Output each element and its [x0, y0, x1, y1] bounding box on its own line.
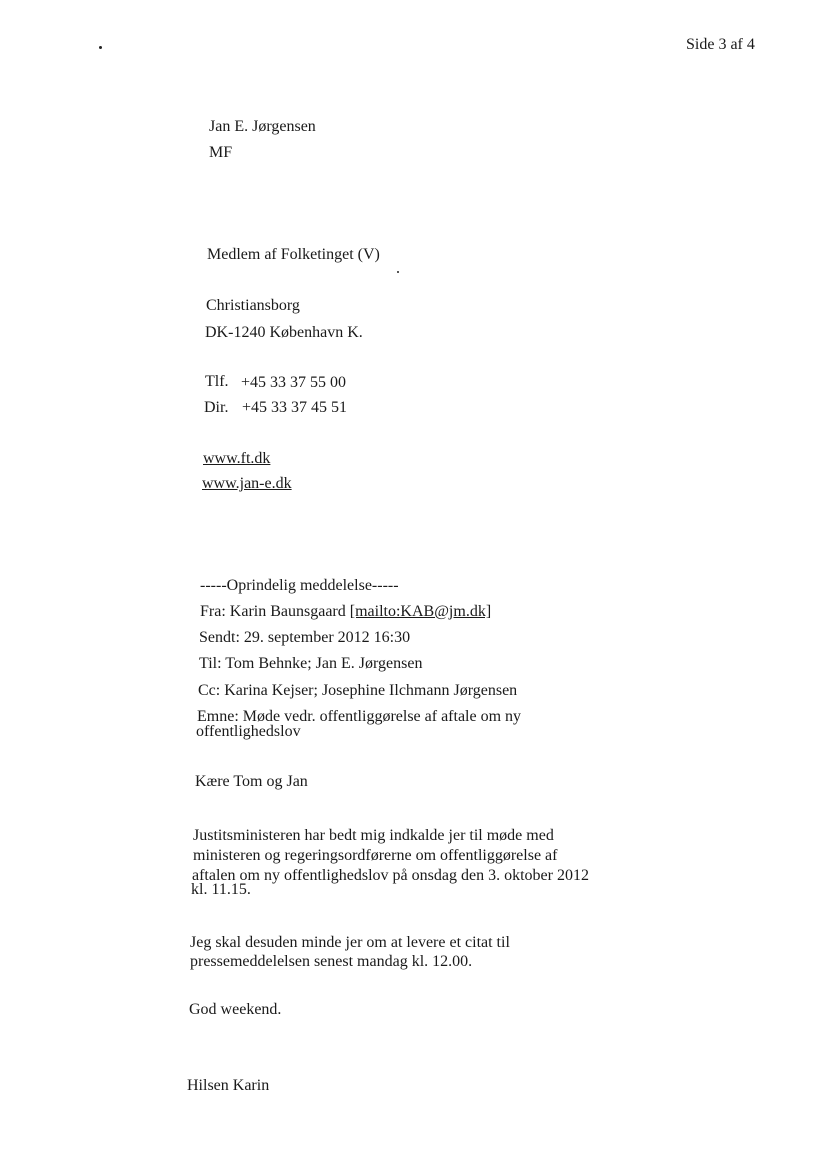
signature-role: Medlem af Folketinget (V) [207, 246, 380, 263]
from-email-link[interactable]: [mailto:KAB@jm.dk] [349, 603, 492, 620]
direct-label: Dir. [204, 399, 229, 416]
direct-value: +45 33 37 45 51 [242, 399, 348, 416]
paragraph-1-line-3: aftalen om ny offentlighedslov på onsdag den 3. oktober 2012 [192, 867, 589, 884]
closing: God weekend. [189, 1001, 282, 1018]
subject-line-2: offentlighedslov [196, 723, 301, 740]
paragraph-2-line-1: Jeg skal desuden minde jer om at levere et citat til [190, 934, 510, 951]
from-label: Fra: [200, 603, 226, 620]
website-link-2[interactable]: www.jan-e.dk [202, 475, 292, 492]
signoff: Hilsen Karin [187, 1077, 270, 1094]
website-link-1[interactable]: www.ft.dk [203, 450, 271, 467]
paragraph-1-line-2: ministeren og regeringsordførerne om offentliggørelse af [193, 847, 558, 864]
cc-line: Cc: Karina Kejser; Josephine Ilchmann Jørgensen [198, 682, 518, 699]
from-line [200, 602, 491, 621]
phone-value: +45 33 37 55 00 [241, 374, 347, 391]
address-line-2: DK-1240 København K. [205, 324, 363, 341]
original-message-separator: -----Oprindelig meddelelse----- [200, 577, 399, 594]
to-line: Til: Tom Behnke; Jan E. Jørgensen [199, 655, 423, 672]
scan-speck [397, 271, 399, 273]
page-number: Side 3 af 4 [686, 36, 755, 53]
signature-title: MF [209, 144, 233, 161]
phone-label: Tlf. [205, 373, 229, 390]
paragraph-2-line-2: pressemeddelelsen senest mandag kl. 12.00. [190, 953, 473, 970]
paragraph-1-line-4: kl. 11.15. [191, 881, 251, 898]
greeting: Kære Tom og Jan [195, 773, 308, 790]
paragraph-1-line-1: Justitsministeren har bedt mig indkalde jer til møde med [193, 827, 554, 844]
scan-speck [99, 46, 102, 49]
from-name: Karin Baunsgaard [229, 603, 346, 620]
subject-line-1: Emne: Møde vedr. offentliggørelse af aftale om ny [197, 708, 522, 725]
address-line-1: Christiansborg [206, 297, 300, 314]
sent-line: Sendt: 29. september 2012 16:30 [199, 629, 411, 646]
signature-name: Jan E. Jørgensen [209, 118, 316, 135]
